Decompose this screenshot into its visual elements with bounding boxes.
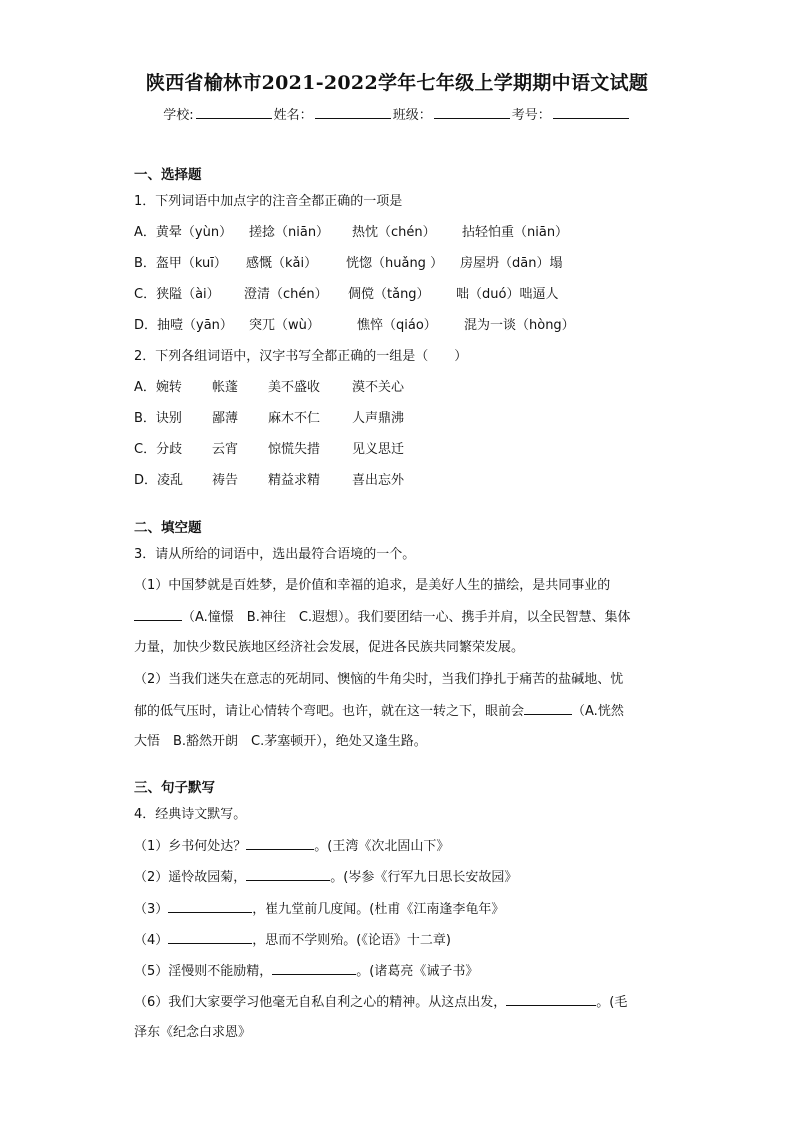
exam-title: 陕西省榆林市2021-2022学年七年级上学期期中语文试题: [145, 72, 649, 94]
name-blank[interactable]: [315, 106, 391, 119]
q1-d-2: 突兀（wù）: [249, 318, 320, 333]
q4-item-5-before: （5）淫慢则不能励精，: [134, 964, 273, 979]
q1-b-4: 房屋坍（dān）塌: [460, 256, 563, 271]
q4-item-4-after: ，思而不学则殆。(《论语》十二章): [252, 933, 451, 948]
student-info-line: [0, 104, 794, 123]
section-heading-fill: 二、填空题: [134, 520, 202, 536]
q4-item-3: [134, 900, 504, 919]
q4-item-5: [134, 962, 478, 981]
class-label: 班级：: [392, 108, 432, 123]
q4-blank-4[interactable]: [168, 931, 252, 944]
school-label: 学校:: [163, 108, 194, 123]
q4-blank-5[interactable]: [272, 962, 356, 975]
q1-b-1: B．盔甲（kuī）: [134, 256, 227, 271]
name-label: 姓名：: [273, 108, 313, 123]
q3-p1-line2: [134, 608, 631, 627]
q3-blank-2[interactable]: [524, 702, 572, 715]
class-blank[interactable]: [434, 106, 510, 119]
q3-blank-1[interactable]: [134, 608, 182, 621]
question-4-stem: 4．经典诗文默写。: [134, 807, 247, 822]
school-blank[interactable]: [196, 106, 272, 119]
q1-c-3: 倜傥（tǎng）: [348, 287, 430, 302]
q2-a-3: 美不盛收: [268, 380, 321, 395]
number-blank[interactable]: [553, 106, 629, 119]
question-1-stem: 1．下列词语中加点字的注音全都正确的一项是: [134, 194, 403, 209]
q2-d-3: 精益求精: [268, 473, 321, 488]
q2-c-4: 见义思迁: [352, 442, 405, 457]
q1-c-1: C．狭隘（ài）: [134, 287, 220, 302]
q4-blank-1[interactable]: [246, 837, 314, 850]
q4-item-5-after: 。(诸葛亮《诫子书》: [356, 964, 479, 979]
q4-item-1: [134, 837, 449, 856]
q2-d-1: D．凌乱: [134, 473, 184, 488]
q4-item-6-before: （6）我们大家要学习他毫无自私自利之心的精神。从这点出发，: [134, 995, 507, 1010]
q3-p2-line3: 大悟 B.豁然开朗 C.茅塞顿开），绝处又逢生路。: [134, 734, 427, 749]
q4-blank-6[interactable]: [506, 993, 596, 1006]
number-label: 考号：: [511, 108, 551, 123]
q4-item-2-after: 。(岑参《行军九日思长安故园》: [330, 870, 518, 885]
question-2-stem: 2．下列各组词语中，汉字书写全都正确的一组是（ ）: [134, 349, 468, 364]
q1-a-4: 拈轻怕重（niān）: [462, 225, 569, 240]
q3-p2-line2: [134, 702, 624, 721]
q3-p2-line1: （2）当我们迷失在意志的死胡同、懊恼的牛角尖时，当我们挣扎于痛苦的盐碱地、忧: [134, 672, 624, 687]
q1-b-3: 恍惚（huǎng ）: [346, 256, 444, 271]
q3-p2-line2-choice: （A.恍然: [572, 704, 624, 719]
q1-a-2: 搓捻（niān）: [249, 225, 330, 240]
q2-d-4: 喜出忘外: [352, 473, 405, 488]
q1-a-1: A．黄晕（yùn）: [134, 225, 233, 240]
q2-b-3: 麻木不仁: [268, 411, 321, 426]
q4-blank-3[interactable]: [168, 900, 252, 913]
q3-p1-line1: （1）中国梦就是百姓梦，是价值和幸福的追求，是美好人生的描绘，是共同事业的: [134, 578, 611, 593]
q2-a-1: A．婉转: [134, 380, 182, 395]
q4-item-6-after: 。(毛: [596, 995, 628, 1010]
q2-b-4: 人声鼎沸: [352, 411, 405, 426]
q1-d-1: D．抽噎（yān）: [134, 318, 233, 333]
q4-item-4: [134, 931, 451, 950]
question-3-stem: 3．请从所给的词语中，选出最符合语境的一个。: [134, 547, 416, 562]
q3-p2-line2-text: 郁的低气压时，请让心情转个弯吧。也许，就在这一转之下，眼前会: [134, 704, 525, 719]
q4-item-6-line2: 泽东《纪念白求恩》: [134, 1025, 252, 1040]
q4-item-2-before: （2）遥怜故园菊，: [134, 870, 247, 885]
q4-item-6: [134, 993, 627, 1012]
q2-c-2: 云宵: [212, 442, 239, 457]
q4-item-2: [134, 868, 517, 887]
q4-item-1-after: 。(王湾《次北固山下》: [314, 839, 450, 854]
q2-a-2: 帐蓬: [212, 380, 239, 395]
q4-item-1-before: （1）乡书何处达？: [134, 839, 247, 854]
q1-c-2: 澄清（chén）: [244, 287, 328, 302]
q1-d-4: 混为一谈（hòng）: [464, 318, 575, 333]
q4-item-3-before: （3）: [134, 902, 169, 917]
q2-b-2: 鄙薄: [212, 411, 239, 426]
q2-c-1: C．分歧: [134, 442, 183, 457]
q4-item-4-before: （4）: [134, 933, 169, 948]
q1-b-2: 感慨（kǎi）: [246, 256, 318, 271]
q2-c-3: 惊慌失措: [268, 442, 321, 457]
q2-d-2: 祷告: [212, 473, 239, 488]
q4-blank-2[interactable]: [246, 868, 330, 881]
q1-a-3: 热忱（chén）: [352, 225, 436, 240]
q3-p1-line3: 力量，加快少数民族地区经济社会发展，促进各民族共同繁荣发展。: [134, 640, 525, 655]
q1-d-3: 憔悴（qiáo）: [357, 318, 437, 333]
q4-item-3-after: ，崔九堂前几度闻。(杜甫《江南逢李龟年》: [252, 902, 505, 917]
q3-p1-line2-text: （A.憧憬 B.神往 C.遐想）。我们要团结一心、携手并肩，以全民智慧、集体: [182, 610, 631, 625]
q2-a-4: 漠不关心: [352, 380, 405, 395]
q1-c-4: 咄（duó）咄逼人: [456, 287, 559, 302]
q2-b-1: B．诀别: [134, 411, 182, 426]
section-heading-recite: 三、句子默写: [134, 780, 215, 796]
section-heading-choice: 一、选择题: [134, 167, 202, 183]
